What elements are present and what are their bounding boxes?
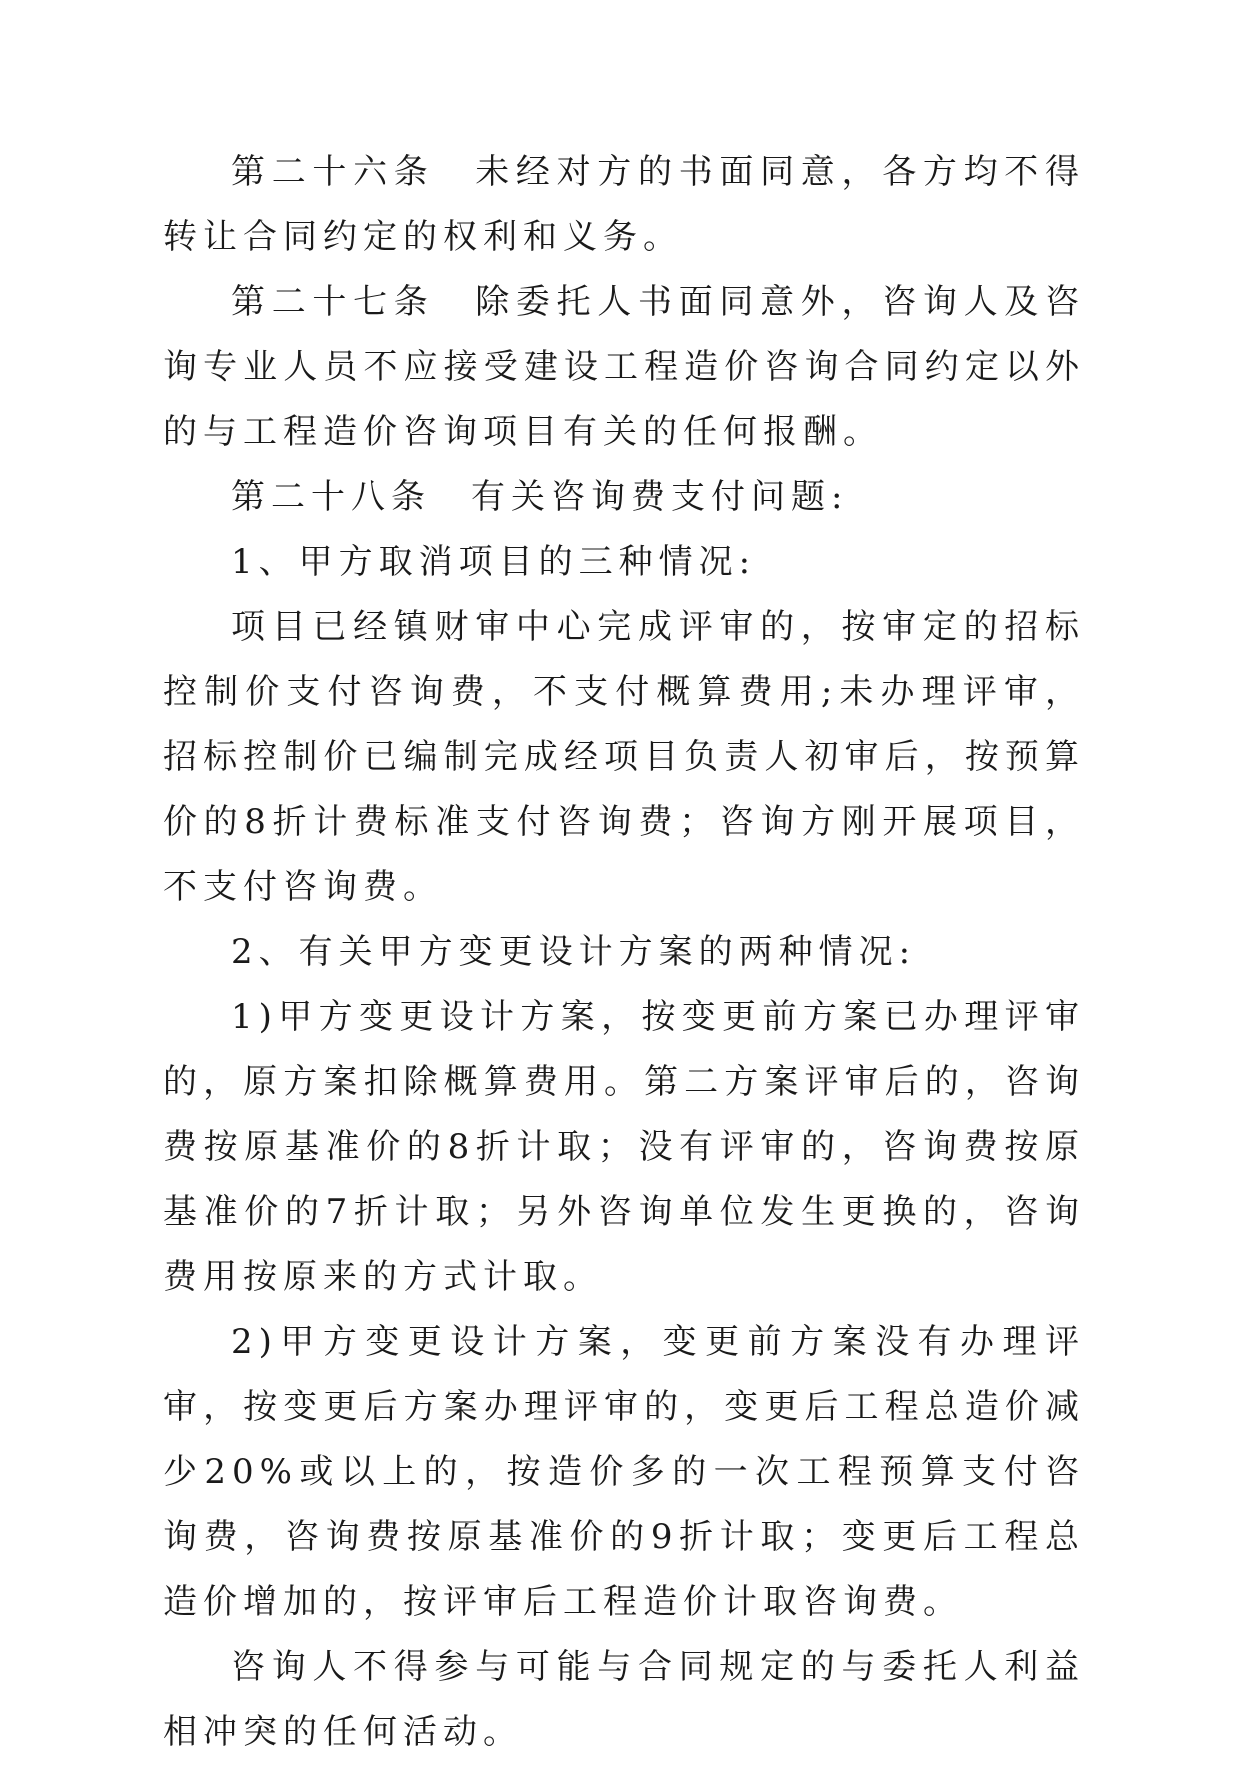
item-1-body: 项目已经镇财审中心完成评审的，按审定的招标控制价支付咨询费，不支付概算费用;未办理评审，招标控制价已编制完成经项目负责人初审后，按预算价的8折计费标准支付咨询费；咨询方刚开展项目，不支付咨询费。 <box>163 607 1085 907</box>
item-2-case-1: 1)甲方变更设计方案，按变更前方案已办理评审的，原方案扣除概算费用。第二方案评审后的，咨询费按原基准价的8折计取；没有评审的，咨询费按原基准价的7折计取；另外咨询单位发生更换的，咨询费用按原来的方式计取。 <box>163 997 1085 1297</box>
document-body <box>163 140 1085 1765</box>
closing-paragraph: 咨询人不得参与可能与合同规定的与委托人利益相冲突的任何活动。 <box>163 1647 1085 1752</box>
item-2-case-2: 2)甲方变更设计方案，变更前方案没有办理评审，按变更后方案办理评审的，变更后工程总造价减少20%或以上的，按造价多的一次工程预算支付咨询费，咨询费按原基准价的9折计取；变更后工程总造价增加的，按评审后工程造价计取咨询费。 <box>163 1322 1085 1622</box>
article-27-paragraph: 第二十七条 除委托人书面同意外，咨询人及咨询专业人员不应接受建设工程造价咨询合同约定以外的与工程造价咨询项目有关的任何报酬。 <box>163 282 1085 452</box>
article-26-paragraph: 第二十六条 未经对方的书面同意，各方均不得转让合同约定的权利和义务。 <box>163 152 1085 257</box>
article-28-heading: 第二十八条 有关咨询费支付问题: <box>231 477 849 517</box>
item-1-heading: 1、甲方取消项目的三种情况: <box>231 542 757 582</box>
item-2-heading: 2、有关甲方变更设计方案的两种情况: <box>231 932 917 972</box>
